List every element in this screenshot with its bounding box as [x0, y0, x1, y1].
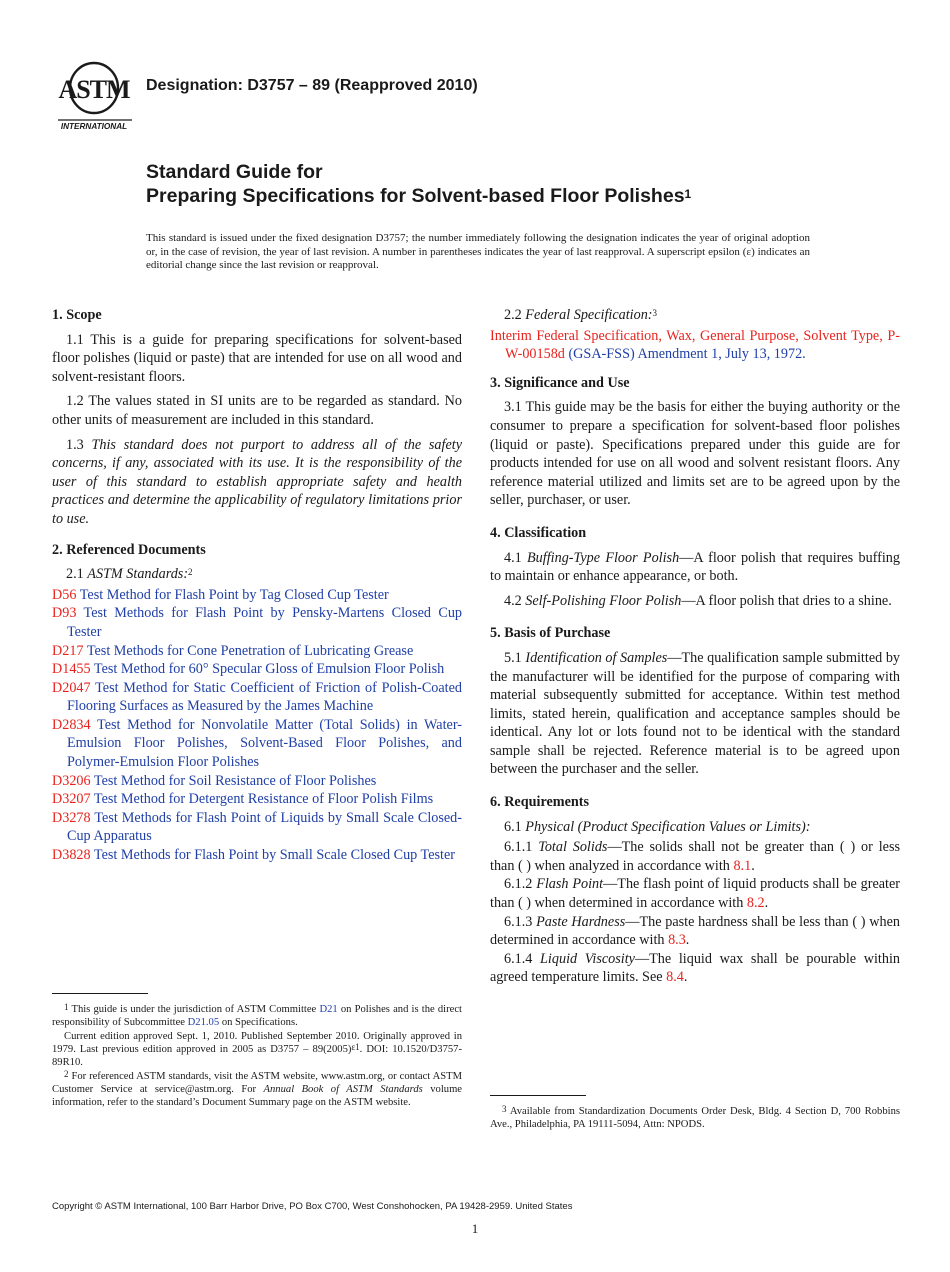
logo-wordmark: ASTM	[58, 75, 130, 104]
ref-link-8-4[interactable]: 8.4	[666, 969, 684, 986]
astm-standards-label: 2.1 ASTM Standards:$^2$	[66, 566, 193, 583]
standard-title-link[interactable]: Test Methods for Flash Point of Liquids by Small Scale Closed-Cup Apparatus	[67, 809, 462, 845]
referenced-standard-item[interactable]	[52, 604, 462, 641]
standard-title-link[interactable]: Test Method for Flash Point by Tag Closed Cup Tester	[79, 586, 389, 603]
section-significance-heading: 3. Significance and Use	[490, 374, 630, 391]
logo-international: INTERNATIONAL	[60, 122, 128, 131]
footnotes-left	[52, 1003, 462, 1110]
footnotes-right	[490, 1105, 900, 1132]
copyright-notice: Copyright © ASTM International, 100 Barr Harbor Drive, PO Box C700, West Conshohocken, PA 19428-2959. United States	[52, 1201, 573, 1212]
referenced-standard-item[interactable]	[52, 790, 462, 809]
requirement-6-1-1: 6.1.1 Total Solids—The solids shall not be greater than ( ) or less than ( ) when analyzed in accordance with 8.1.	[490, 839, 900, 874]
standard-notice: This standard is issued under the fixed designation D3757; the number immediately following the designation indicates the year of original adoption or, in the case of revision, the year of last revision. A number in parentheses indicates the year of last reapproval. A superscript epsilon (ε) indicates an editorial change since the last revision or reapproval.	[146, 232, 810, 271]
footnote-1: $^1$ This guide is under the jurisdiction of ASTM Committee D21 on Polishes and is the direct responsibility of Subcommittee D21.05 on Specifications.	[52, 1002, 462, 1028]
page-number: 1	[471, 1221, 479, 1236]
right-column	[490, 306, 900, 987]
federal-spec-link-blue: (GSA-FSS) Amendment 1, July	[568, 346, 749, 363]
standard-title-link[interactable]: Test Methods for Cone Penetration of Lubricating Grease	[86, 642, 414, 659]
standard-title-link[interactable]: Test Method for Detergent Resistance of Floor Polish Films	[93, 791, 434, 808]
classification-4-2: 4.2 Self-Polishing Floor Polish—A floor polish that dries to a shine.	[504, 592, 892, 609]
requirement-6-1-2: 6.1.2 Flash Point—The flash point of liquid products shall be greater than ( ) when determined in accordance with 8.2.	[490, 876, 901, 912]
ref-link-8-2[interactable]: 8.2	[746, 895, 765, 912]
footnote-rule-right	[490, 1095, 586, 1096]
title-text: Preparing Specifications for Solvent-based Floor Polishes	[146, 185, 685, 207]
footnote-2: $^2$ For referenced ASTM standards, visit the ASTM website, www.astm.org, or contact ASTM Customer Service at service@astm.org. For Annual Book of ASTM Standards volume information, refer to the standard’s Document Summary page on the ASTM website.	[52, 1069, 463, 1108]
federal-spec-link-red: Interim Federal Specification, Wax, General Purpose, Solvent Type, P-W-00158d	[490, 327, 900, 363]
requirement-6-1-3: 6.1.3 Paste Hardness—The paste hardness shall be less than ( ) when determined in accordance with 8.3.	[490, 913, 900, 949]
section-classification-heading: 4. Classification	[490, 524, 587, 541]
standard-title-link[interactable]: Test Method for Static Coefficient of Friction of Polish-Coated Flooring Surfaces as Measured by the James Machine	[67, 679, 463, 715]
significance-3-1: 3.1 This guide may be the basis for either the buying authority or the consumer to prepare a specification for solvent-based floor polishes (liquid or paste). Specifications prepared under this guide are for products intended for use on all wood and solvent resistant floors. Any reference material utilized and limits set are to be agreed upon by the seller, purchaser, or user.	[490, 399, 900, 509]
referenced-standard-item[interactable]	[52, 809, 462, 846]
standard-code-link[interactable]: D3206	[52, 772, 91, 789]
footnote-3: $^3$ Available from Standardization Documents Order Desk, Bldg. 4 Section D, 700 Robbins Ave., Philadelphia, PA 19111-5094, Attn: NPODS.	[490, 1104, 900, 1130]
requirement-6-1: 6.1 Physical (Product Specification Values or Limits):	[504, 818, 811, 835]
standard-title-link[interactable]: Test Method for Soil Resistance of Floor Polishes	[93, 772, 377, 789]
ref-link-8-3[interactable]: 8.3	[668, 932, 686, 949]
astm-standards-footnote-mark[interactable]: 2	[188, 567, 193, 578]
section-referenced-heading: 2. Referenced Documents	[52, 541, 206, 558]
referenced-standard-item[interactable]	[52, 586, 462, 605]
section-requirements-heading: 6. Requirements	[490, 794, 590, 811]
standard-title-link[interactable]: Test Methods for Flash Point by Pensky-Martens Closed Cup Tester	[67, 605, 463, 640]
standard-code-link[interactable]: D3278	[52, 809, 91, 826]
scope-1-1: 1.1 This is a guide for preparing specifications for solvent-based floor polishes (liquid or paste) that are intended for use on all wood and solvent-resistant floors.	[52, 331, 462, 385]
ref-link-8-1[interactable]: 8.1	[733, 857, 752, 874]
standard-code-link[interactable]: D3207	[52, 791, 91, 808]
purchase-5-1: 5.1 Identification of Samples—The qualification sample submitted by the manufacturer will be identified for the purpose of comparing with material subsequently submitted for acceptance. Within test method limits, stated herein, qualification and acceptance samples should be identical. Any lot or lots found not to be identical with the standard sample shall be rejected. Reference material is to be agreed upon between the purchaser and the seller.	[490, 649, 901, 778]
classification-4-1: 4.1 Buffing-Type Floor Polish—A floor polish that requires buffing to maintain or enhance appearance, or both.	[490, 549, 900, 585]
referenced-standards-list	[52, 586, 462, 865]
left-column	[52, 306, 462, 865]
standard-title-link[interactable]: Test Method for 60° Specular Gloss of Emulsion Floor Polish	[93, 661, 445, 678]
standard-code-link[interactable]: D93	[52, 605, 77, 622]
title-line-2	[146, 184, 691, 208]
standard-title-link[interactable]: Test Methods for Flash Point by Small Scale Closed Cup Tester	[93, 847, 456, 864]
committee-d21-link[interactable]: D21	[319, 1004, 338, 1015]
referenced-standard-item[interactable]	[52, 679, 462, 716]
title-line-1: Standard Guide for	[146, 161, 323, 183]
referenced-standard-item[interactable]	[52, 716, 462, 772]
scope-1-2: 1.2 The values stated in SI units are to be regarded as standard. No other units of measurement are included in this standard.	[52, 393, 462, 428]
footnote-1-edition: Current edition approved Sept. 1, 2010. Published September 2010. Originally approved in 1979. Last previous edition approved in 2005 as $D3757 - 89(2005)^{\varepsilon 1}$. DOI: 10.1520/D3757-89R10.	[52, 1031, 462, 1068]
section-purchase-heading: 5. Basis of Purchase	[490, 625, 611, 642]
standard-code-link[interactable]: D56	[52, 586, 77, 603]
standard-code-link[interactable]: D1455	[52, 661, 91, 678]
astm-logo	[52, 58, 136, 132]
standard-code-link[interactable]: D3828	[52, 847, 91, 864]
section-scope-heading: 1. Scope	[52, 307, 102, 323]
federal-spec-label: 2.2 Federal Specification:$^3$	[504, 307, 658, 323]
title-footnote-mark[interactable]: 1	[684, 187, 692, 201]
document-title	[146, 160, 691, 208]
referenced-standard-item[interactable]	[52, 642, 462, 661]
federal-spec-date: 13, 1972.	[752, 346, 806, 363]
referenced-standard-item[interactable]	[52, 846, 462, 865]
subcommittee-d2105-link[interactable]: D21.05	[187, 1017, 220, 1028]
scope-1-3: 1.3 This standard does not purport to address all of the safety concerns, if any, associated with its use. It is the responsibility of the user of this standard to establish appropriate safety and health practices and determine the applicability of regulatory limitations prior to use.	[52, 436, 462, 527]
federal-spec-footnote-mark[interactable]: 3	[652, 308, 658, 318]
designation: Designation: D3757 – 89 (Reapproved 2010)	[146, 77, 478, 94]
referenced-standard-item[interactable]	[52, 772, 462, 791]
requirement-6-1-4: 6.1.4 Liquid Viscosity—The liquid wax shall be pourable within agreed temperature limits. See 8.4.	[490, 950, 900, 986]
referenced-standard-item[interactable]	[52, 660, 462, 679]
federal-spec-item[interactable]	[490, 327, 900, 364]
footnote-rule-left	[52, 993, 148, 994]
standard-code-link[interactable]: D2047	[52, 679, 91, 696]
standard-code-link[interactable]: D217	[52, 642, 84, 659]
standard-code-link[interactable]: D2834	[52, 716, 91, 733]
standard-title-link[interactable]: Test Method for Nonvolatile Matter (Total Solids) in Water-Emulsion Floor Polishes, Solvent-Based Floor Polishes, and Polymer-Emulsion Floor Polishes	[67, 716, 462, 771]
